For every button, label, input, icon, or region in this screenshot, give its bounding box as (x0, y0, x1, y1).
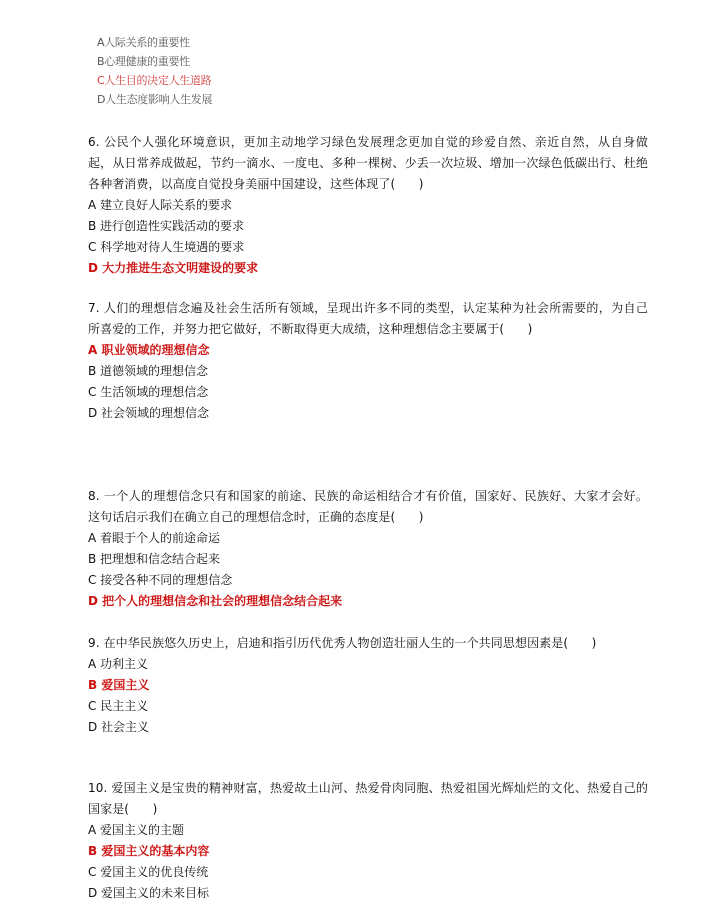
question-6-option-a: A 建立良好人际关系的要求 (88, 198, 233, 212)
question-9-option-b-correct: B 爱国主义 (88, 678, 150, 692)
question-8-option-b: B 把理想和信念结合起来 (88, 552, 221, 566)
question-8-option-c: C 接受各种不同的理想信念 (88, 573, 233, 587)
question-10-option-b-correct: B 爱国主义的基本内容 (88, 844, 210, 858)
question-7-option-b: B 道德领域的理想信念 (88, 364, 209, 378)
question-6-text: 6. 公民个人强化环境意识，更加主动地学习绿色发展理念更加自觉的珍爱自然、亲近自然，从自身做起，从日常养成做起，节约一滴水、一度电、多种一棵树、少丢一次垃圾、增加一次绿色低碳出行、杜绝各种奢消费，以高度自觉投身美丽中国建设，这些体现了( ) (88, 135, 648, 191)
question-6-option-c: C 科学地对待人生境遇的要求 (88, 240, 245, 254)
question-8 (88, 486, 648, 612)
question-7-option-d: D 社会领域的理想信念 (88, 406, 210, 420)
question-7 (88, 298, 648, 424)
prev-option-a: A人际关系的重要性 (97, 36, 190, 49)
question-7-text: 7. 人们的理想信念遍及社会生活所有领域，呈现出许多不同的类型，认定某种为社会所需要的，为自己所喜爱的工作，并努力把它做好，不断取得更大成绩，这种理想信念主要属于( ) (88, 301, 648, 336)
question-8-option-d-correct: D 把个人的理想信念和社会的理想信念结合起来 (88, 594, 343, 608)
question-10-text: 10. 爱国主义是宝贵的精神财富，热爱故土山河、热爱骨肉同胞、热爱祖国光辉灿烂的文化、热爱自己的国家是( ) (88, 781, 648, 816)
question-6-option-b: B 进行创造性实践活动的要求 (88, 219, 245, 233)
question-9-option-c: C 民主主义 (88, 699, 149, 713)
question-9 (88, 633, 648, 738)
previous-question-options (97, 33, 397, 109)
question-6 (88, 132, 648, 279)
prev-option-b: B心理健康的重要性 (97, 55, 190, 68)
prev-option-d: D人生态度影响人生发展 (97, 93, 213, 106)
question-8-option-a: A 着眼于个人的前途命运 (88, 531, 221, 545)
question-7-option-a-correct: A 职业领域的理想信念 (88, 343, 210, 357)
question-10-option-d: D 爱国主义的未来目标 (88, 886, 210, 900)
question-7-option-c: C 生活领域的理想信念 (88, 385, 209, 399)
prev-option-c-correct: C人生目的决定人生道路 (97, 74, 212, 87)
question-10-option-c: C 爱国主义的优良传统 (88, 865, 209, 879)
question-6-option-d-correct: D 大力推进生态文明建设的要求 (88, 261, 259, 275)
question-9-option-d: D 社会主义 (88, 720, 150, 734)
question-10 (88, 778, 648, 904)
question-9-text: 9. 在中华民族悠久历史上，启迪和指引历代优秀人物创造壮丽人生的一个共同思想因素是( ) (88, 636, 597, 650)
question-9-option-a: A 功利主义 (88, 657, 149, 671)
question-8-text: 8. 一个人的理想信念只有和国家的前途、民族的命运相结合才有价值，国家好、民族好、大家才会好。这句话启示我们在确立自己的理想信念时，正确的态度是( ) (88, 489, 648, 524)
question-10-option-a: A 爱国主义的主题 (88, 823, 185, 837)
